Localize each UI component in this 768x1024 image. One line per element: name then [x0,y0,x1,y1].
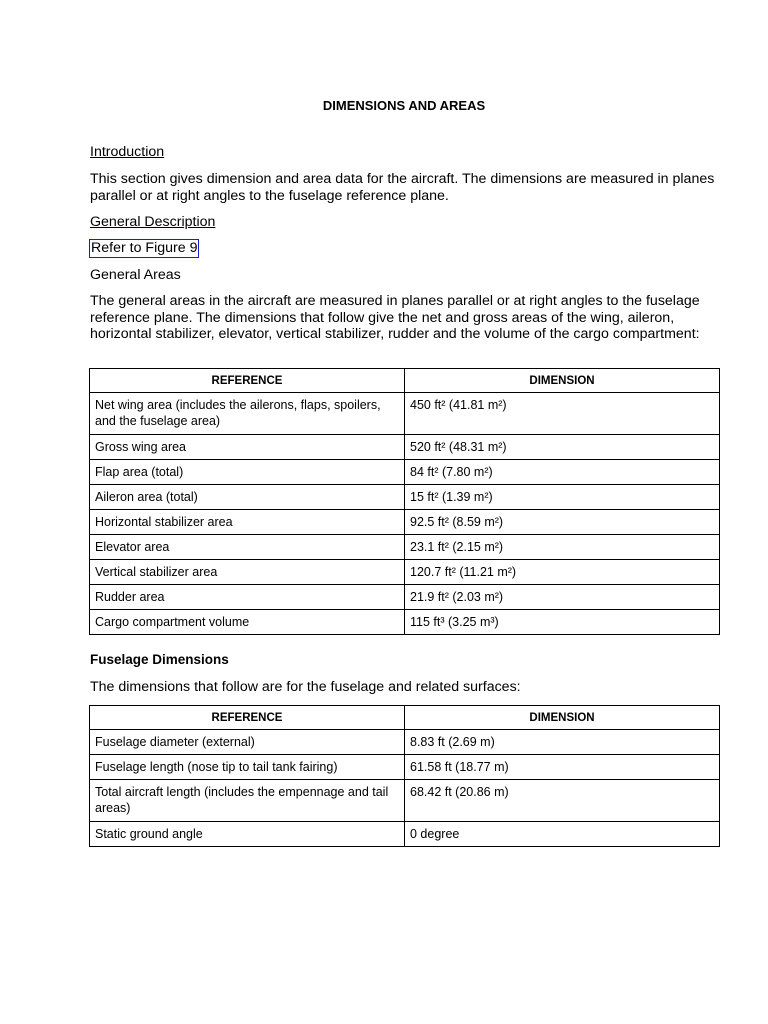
column-header-dimension: DIMENSION [405,706,720,730]
table-row [90,535,720,560]
reference-cell: Net wing area (includes the ailerons, flaps, spoilers, and the fuselage area) [90,393,405,435]
dimension-cell: 8.83 ft (2.69 m) [405,730,720,755]
table-header-row [90,706,720,730]
column-header-dimension: DIMENSION [405,369,720,393]
table-row [90,393,720,435]
figure-9-link[interactable]: Refer to Figure 9 [91,240,198,256]
dimension-cell: 115 ft³ (3.25 m³) [405,610,720,635]
fuselage-table [89,705,720,847]
page-title: DIMENSIONS AND AREAS [322,98,486,113]
table-row [90,435,720,460]
dimension-cell: 92.5 ft² (8.59 m²) [405,510,720,535]
introduction-heading: Introduction [90,144,165,160]
dimension-cell: 61.58 ft (18.77 m) [405,755,720,780]
fuselage-text: The dimensions that follow are for the fuselage and related surfaces: [90,679,521,695]
reference-cell: Horizontal stabilizer area [90,510,405,535]
reference-cell: Vertical stabilizer area [90,560,405,585]
table-row [90,485,720,510]
reference-cell: Total aircraft length (includes the empennage and tail areas) [90,780,405,822]
dimension-cell: 84 ft² (7.80 m²) [405,460,720,485]
table-row [90,755,720,780]
reference-cell: Aileron area (total) [90,485,405,510]
reference-cell: Gross wing area [90,435,405,460]
column-header-reference: REFERENCE [90,706,405,730]
areas-table [89,368,720,635]
general-areas-heading: General Areas [90,267,181,283]
dimension-cell: 450 ft² (41.81 m²) [405,393,720,435]
table-row [90,510,720,535]
reference-cell: Rudder area [90,585,405,610]
dimension-cell: 68.42 ft (20.86 m) [405,780,720,822]
dimension-cell: 120.7 ft² (11.21 m²) [405,560,720,585]
table-row [90,585,720,610]
table-row [90,610,720,635]
general-description-heading: General Description [90,214,216,230]
dimension-cell: 23.1 ft² (2.15 m²) [405,535,720,560]
reference-cell: Fuselage length (nose tip to tail tank fairing) [90,755,405,780]
introduction-text: This section gives dimension and area data for the aircraft. The dimensions are measured in planes parallel or at right angles to the fuselage reference plane. [90,171,715,204]
fuselage-dimensions-heading: Fuselage Dimensions [90,652,229,667]
table-row [90,560,720,585]
table-row [90,460,720,485]
column-header-reference: REFERENCE [90,369,405,393]
reference-cell: Elevator area [90,535,405,560]
dimension-cell: 21.9 ft² (2.03 m²) [405,585,720,610]
reference-cell: Static ground angle [90,822,405,847]
reference-cell: Fuselage diameter (external) [90,730,405,755]
dimension-cell: 0 degree [405,822,720,847]
table-row [90,730,720,755]
dimension-cell: 15 ft² (1.39 m²) [405,485,720,510]
table-row [90,780,720,822]
dimension-cell: 520 ft² (48.31 m²) [405,435,720,460]
table-header-row [90,369,720,393]
reference-cell: Cargo compartment volume [90,610,405,635]
table-row [90,822,720,847]
reference-cell: Flap area (total) [90,460,405,485]
general-areas-text: The general areas in the aircraft are measured in planes parallel or at right angles to the fuselage reference plane. The dimensions that follow give the net and gross areas of the wing, aileron, horizontal stabilizer, elevator, vertical stabilizer, rudder and the volume of the cargo compartment: [90,293,700,342]
